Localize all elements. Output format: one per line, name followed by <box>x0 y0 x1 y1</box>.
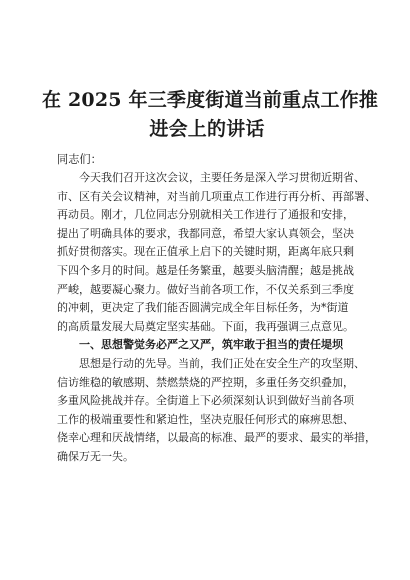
paragraph-line: 抓好贯彻落实。现在正值承上启下的关键时期，距离年底只剩 <box>57 245 354 259</box>
title-line-2: 进会上的讲话 <box>149 118 265 140</box>
paragraph-line: 的冲刺，更决定了我们能否圆满完成全年目标任务，为*街道 <box>57 301 349 315</box>
paragraph-line: 工作的极端重要性和紧迫性，坚决克服任何形式的麻痹思想、 <box>57 412 354 426</box>
paragraph-line: 今天我们召开这次会议，主要任务是深入学习贯彻近期省、 <box>79 171 365 184</box>
paragraph-line: 下四个多月的时间。越是任务繁重，越要头脑清醒；越是挑战 <box>57 263 354 277</box>
document-title <box>42 86 379 144</box>
speech-body <box>57 169 376 467</box>
paragraph-line: 信访维稳的敏感期、禁燃禁烧的严控期，多重任务交织叠加， <box>57 375 354 389</box>
paragraph-line: 再动员。刚才，几位同志分别就相关工作进行了通报和安排， <box>57 208 354 222</box>
section-heading: 一、思想警觉务必严之又严，筑牢敢于担当的责任堤坝 <box>79 338 343 352</box>
paragraph-line: 市、区有关会议精神，对当前几项重点工作进行再分析、再部署、 <box>57 189 376 203</box>
paragraph-line: 的高质量发展大局奠定坚实基础。下面，我再强调三点意见。 <box>57 319 354 333</box>
title-line-1: 在 2025 年三季度街道当前重点工作推 <box>42 89 379 111</box>
paragraph-line: 多重风险挑战并存。全街道上下必须深刻认识到做好当前各项 <box>57 394 354 408</box>
paragraph-line: 思想是行动的先导。当前，我们正处在安全生产的攻坚期、 <box>79 356 365 370</box>
paragraph-line: 严峻，越要凝心聚力。做好当前各项工作，不仅关系到三季度 <box>57 282 354 296</box>
paragraph-line: 确保万无一失。 <box>57 449 134 463</box>
salutation: 同志们： <box>57 153 102 166</box>
paragraph-line: 侥幸心理和厌战情绪，以最高的标准、最严的要求、最实的举措， <box>57 431 376 445</box>
paragraph-line: 提出了明确具体的要求，我都同意，希望大家认真领会，坚决 <box>57 226 354 240</box>
